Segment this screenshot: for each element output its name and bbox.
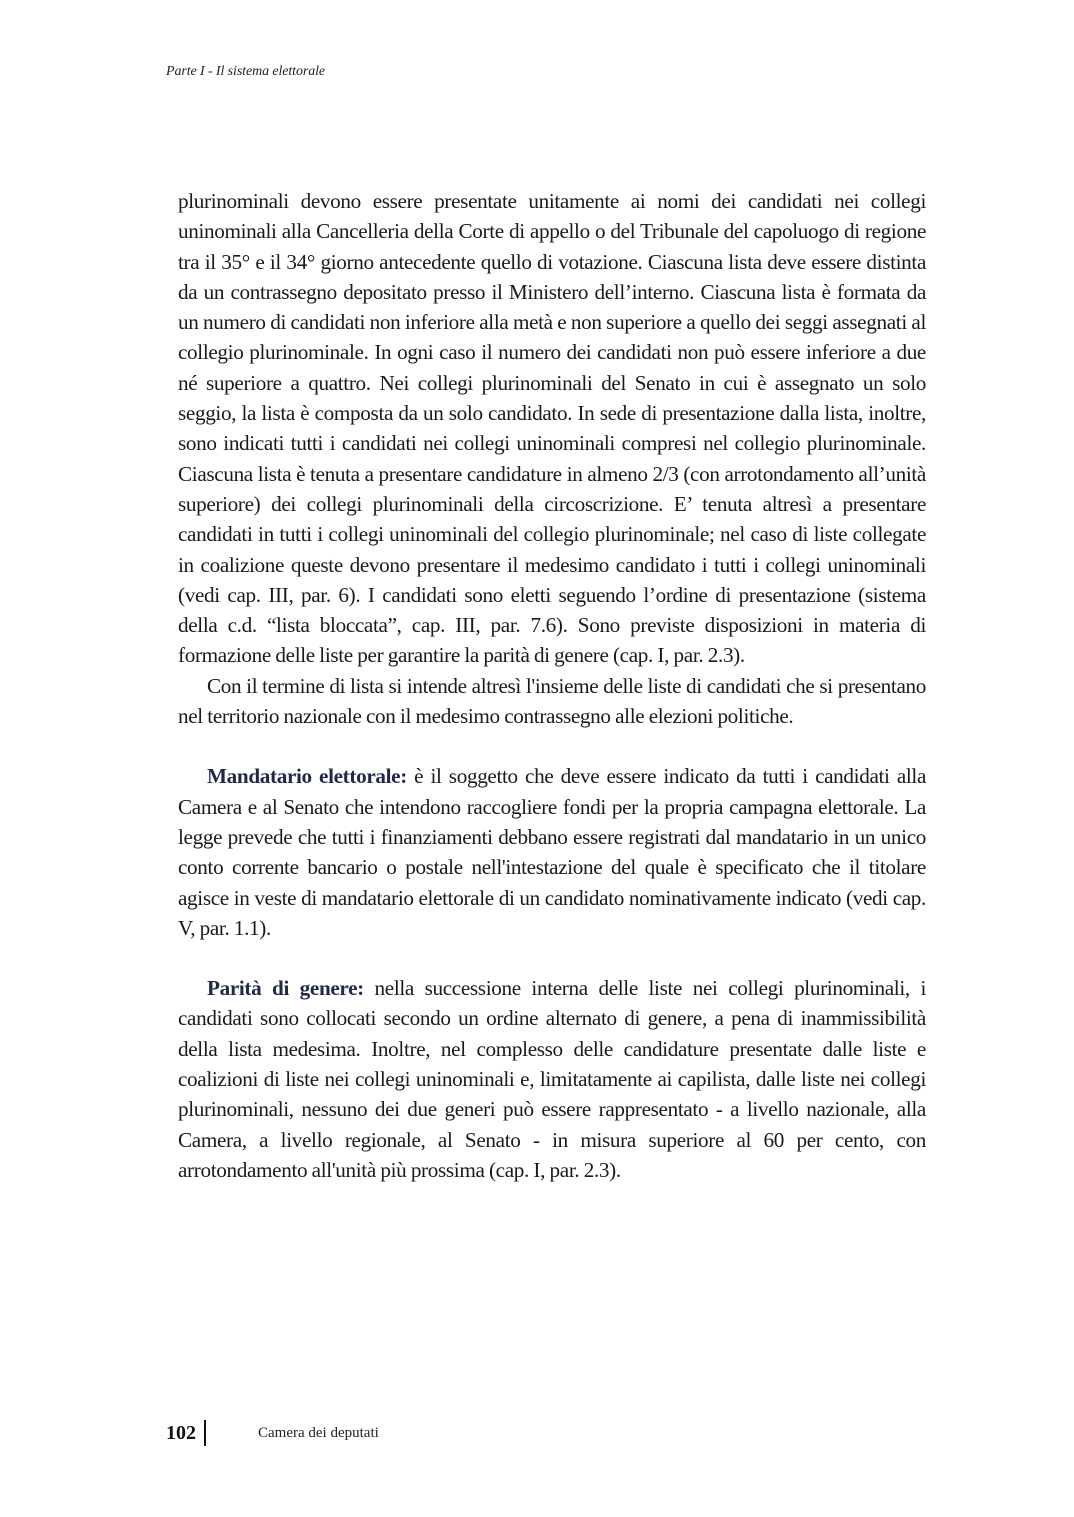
term-heading: Mandatario elettorale: <box>207 764 407 789</box>
term-heading: Parità di genere: <box>207 976 364 1001</box>
page-body <box>178 186 926 1185</box>
term-definition: nella successione interna delle liste nei collegi plurinominali, i candidati sono collocati secondo un ordine alternato di genere, a pena di inammissibilità della lista medesima. Inoltre, nel complesso delle candidature presentate dalle liste e coalizioni di liste nei collegi uninominali e, limitatamente ai capilista, dalle liste nei collegi plurinominali, nessuno dei due generi può essere rappresentato - a livello nazionale, alla Camera, a livello regionale, al Senato - in misura superiore al 60 per cento, con arrotondamento all'unità più prossima (cap. I, par. 2.3). <box>178 976 926 1182</box>
running-header: Parte I - Il sistema elettorale <box>166 64 326 79</box>
paragraph-lista-continued: plurinominali devono essere presentate unitamente ai nomi dei candidati nei collegi uninominali alla Cancelleria della Corte di appello o del Tribunale del capoluogo di regione tra il 35° e il 34° giorno antecedente quello di votazione. Ciascuna lista deve essere distinta da un contrassegno depositato presso il Ministero dell’interno. Ciascuna lista è formata da un numero di candidati non inferiore alla metà e non superiore a quello dei seggi assegnati al collegio plurinominale. In ogni caso il numero dei candidati non può essere inferiore a due né superiore a quattro. Nei collegi plurinominali del Senato in cui è assegnato un solo seggio, la lista è composta da un solo candidato. In sede di presentazione dalla lista, inoltre, sono indicati tutti i candidati nei collegi uninominali compresi nel collegio plurinominale. Ciascuna lista è tenuta a presentare candidature in almeno 2/3 (con arrotondamento all’unità superiore) dei collegi plurinominali della circoscrizione. E’ tenuta altresì a presentare candidati in tutti i collegi uninominali del collegio plurinominale; nel caso di liste collegate in coalizione queste devono presentare il medesimo candidato i tutti i collegi uninominali (vedi cap. III, par. 6). I candidati sono eletti seguendo l’ordine di presentazione (sistema della c.d. “lista bloccata”, cap. III, par. 7.6). Sono previste disposizioni in materia di formazione delle liste per garantire la parità di genere (cap. I, par. 2.3). <box>178 189 926 668</box>
footer-publisher: Camera dei deputati <box>258 1424 379 1441</box>
glossary-entry-mandatario <box>178 761 926 943</box>
paragraph-lista-definition: Con il termine di lista si intende altresì l'insieme delle liste di candidati che si presentano nel territorio nazionale con il medesimo contrassegno alle elezioni politiche. <box>178 673 926 729</box>
page-footer <box>166 1420 379 1446</box>
term-definition: è il soggetto che deve essere indicato da tutti i candidati alla Camera e al Senato che intendono raccogliere fondi per la propria campagna elettorale. La legge prevede che tutti i finanziamenti debbano essere registrati dal mandatario in un unico conto corrente bancario o postale nell'intestazione del quale è specificato che il titolare agisce in veste di mandatario elettorale di un candidato nominativamente indicato (vedi cap. V, par. 1.1). <box>178 764 926 940</box>
page-number: 102 <box>166 1421 196 1444</box>
glossary-entry-parita <box>178 973 926 1185</box>
footer-divider <box>204 1420 206 1446</box>
